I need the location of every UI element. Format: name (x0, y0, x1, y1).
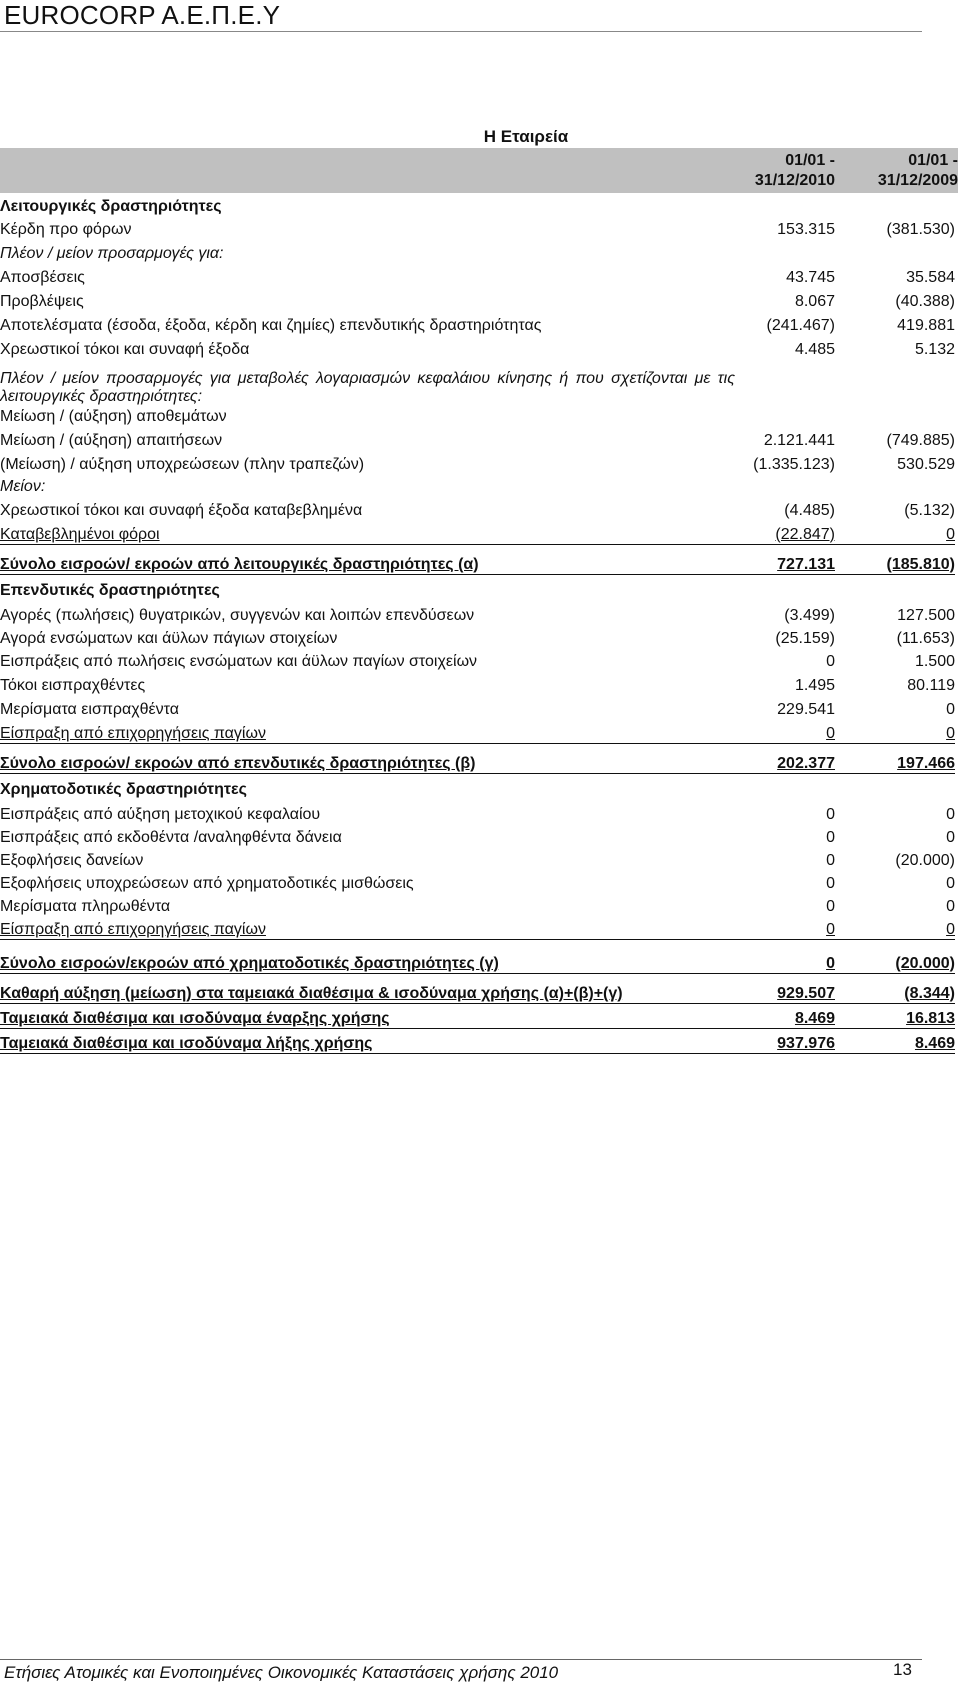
value-2009 (835, 263, 955, 287)
row-label-text: Εισπράξεις από αύξηση μετοχικού κεφαλαίου (0, 806, 321, 823)
value-2009-text: 419.881 (897, 317, 955, 334)
value-2009-text: 5.132 (914, 341, 955, 358)
table-row (0, 799, 955, 824)
row-label (0, 263, 735, 287)
value-2009-text: (20.000) (895, 954, 955, 972)
value-2010-text: (25.159) (775, 630, 835, 647)
value-2009-text: (185.810) (886, 555, 955, 573)
table-row (0, 406, 955, 426)
value-2010 (735, 939, 835, 973)
row-label (0, 520, 735, 544)
table-row (0, 474, 955, 496)
value-2009 (835, 973, 955, 1003)
table-row (0, 1028, 955, 1053)
value-2010 (735, 824, 835, 847)
table-row (0, 824, 955, 847)
value-2009 (835, 916, 955, 939)
table-row (0, 574, 955, 600)
row-label (0, 239, 735, 263)
value-2009-text: 8.469 (914, 1034, 955, 1052)
table-row (0, 893, 955, 916)
row-label-text: Πλέον / μείον προσαρμογές για μεταβολές λογαριασμών κεφαλάιου κίνησης ή που σχετίζονται με τις λειτουργικές δραστηριότητες: (0, 370, 735, 405)
value-2009 (835, 600, 955, 625)
row-label-text: Καθαρή αύξηση (μείωση) στα ταμειακά διαθέσιμα & ισοδύναμα χρήσης (α)+(β)+(γ) (0, 984, 623, 1002)
company-heading: Η Εταιρεία (483, 127, 569, 146)
row-label-text: Προβλέψεις (0, 293, 84, 310)
value-2009-text: 127.500 (897, 607, 955, 624)
row-label (0, 671, 735, 695)
table-row (0, 544, 955, 574)
table-row (0, 450, 955, 474)
row-label-text: Εισπράξεις από πωλήσεις ενσώματων και άϋλων παγίων στοιχείων (0, 653, 478, 670)
row-label-text: Σύνολο εισροών/ εκροών από λειτουργικές δραστηριότητες (α) (0, 555, 479, 573)
value-2010-text: (22.847) (775, 525, 835, 543)
value-2010 (735, 847, 835, 870)
value-2010-text: 929.507 (777, 984, 835, 1002)
value-2010 (735, 695, 835, 719)
row-label-text: Μείον: (0, 478, 46, 495)
value-2009-text: (381.530) (886, 221, 955, 238)
row-label-text: Εισπράξεις από εκδοθέντα /αναληφθέντα δάνεια (0, 829, 342, 846)
table-row (0, 359, 955, 406)
value-2010 (735, 426, 835, 450)
value-2009 (835, 239, 955, 263)
value-2009 (835, 496, 955, 520)
table-row (0, 671, 955, 695)
row-label (0, 847, 735, 870)
value-2010 (735, 799, 835, 824)
table-row (0, 719, 955, 743)
value-2009 (835, 695, 955, 719)
row-label-text: Εξοφλήσεις υποχρεώσεων από χρηματοδοτικές μισθώσεις (0, 875, 414, 892)
row-label (0, 973, 735, 1003)
value-2010 (735, 870, 835, 893)
row-label-text: Αποσβέσεις (0, 269, 85, 286)
row-label-text: Επενδυτικές δραστηριότητες (0, 582, 220, 599)
table-row (0, 939, 955, 973)
value-2010 (735, 719, 835, 743)
row-label (0, 287, 735, 311)
value-2010 (735, 916, 835, 939)
value-2010 (735, 496, 835, 520)
row-label (0, 939, 735, 973)
table-row (0, 648, 955, 671)
row-label-text: Αγορές (πωλήσεις) θυγατρικών, συγγενών και λοιπών επενδύσεων (0, 607, 475, 624)
value-2009-text: (11.653) (896, 630, 955, 647)
value-2009-text: 0 (946, 920, 955, 938)
table-row (0, 695, 955, 719)
row-label (0, 544, 735, 574)
value-2009 (835, 474, 955, 496)
value-2010 (735, 287, 835, 311)
value-2010-text: 2.121.441 (763, 432, 835, 449)
value-2010 (735, 216, 835, 239)
value-2010-text: (1.335.123) (753, 456, 835, 473)
value-2010 (735, 544, 835, 574)
value-2010-text: 0 (826, 653, 835, 670)
table-row (0, 335, 955, 359)
row-label (0, 773, 735, 799)
row-label-text: Εξοφλήσεις δανείων (0, 852, 144, 869)
value-2010 (735, 263, 835, 287)
row-label (0, 648, 735, 671)
value-2010-text: 937.976 (777, 1034, 835, 1052)
row-label (0, 1003, 735, 1028)
table-row (0, 496, 955, 520)
value-2010 (735, 973, 835, 1003)
row-label (0, 870, 735, 893)
value-2010 (735, 520, 835, 544)
row-label-text: Πλέον / μείον προσαρμογές για: (0, 245, 224, 262)
row-label-text: Λειτουργικές δραστηριότητες (0, 198, 222, 215)
row-label (0, 719, 735, 743)
value-2009-text: 0 (946, 701, 955, 718)
value-2010 (735, 893, 835, 916)
value-2010 (735, 625, 835, 648)
value-2009-text: 1.500 (914, 653, 955, 670)
row-label (0, 1028, 735, 1053)
value-2010-text: 0 (826, 806, 835, 823)
value-2009 (835, 847, 955, 870)
footer-caption: Ετήσιες Ατομικές και Ενοποιημένες Οικονομικές Καταστάσεις χρήσης 2010 (4, 1663, 559, 1682)
value-2010 (735, 197, 835, 216)
value-2009-text: 197.466 (897, 754, 955, 772)
row-label (0, 600, 735, 625)
value-2009-text: (40.388) (895, 293, 955, 310)
top-divider (0, 31, 922, 32)
period-2009-header: 01/01 - 31/12/2009 (877, 152, 958, 189)
value-2009 (835, 216, 955, 239)
value-2009 (835, 287, 955, 311)
cash-flow-table (0, 197, 955, 1054)
value-2010 (735, 773, 835, 799)
table-row (0, 600, 955, 625)
row-label-text: Μείωση / (αύξηση) αποθεμάτων (0, 408, 227, 425)
value-2010 (735, 335, 835, 359)
value-2010-text: 4.485 (794, 341, 835, 358)
page-title: EUROCORP A.E.Π.E.Y (4, 0, 281, 30)
row-label (0, 916, 735, 939)
row-label-text: Αποτελέσματα (έσοδα, έξοδα, κέρδη και ζημίες) επενδυτικής δραστηριότητας (0, 317, 542, 334)
row-label (0, 574, 735, 600)
row-label-text: Καταβεβλημένοι φόροι (0, 525, 160, 543)
table-row (0, 1003, 955, 1028)
value-2010-text: 8.067 (794, 293, 835, 310)
table-row (0, 263, 955, 287)
value-2010 (735, 671, 835, 695)
period-header-band (0, 148, 958, 193)
value-2009 (835, 799, 955, 824)
value-2009-text: (20.000) (895, 852, 955, 869)
value-2009 (835, 311, 955, 335)
value-2009 (835, 544, 955, 574)
value-2010 (735, 574, 835, 600)
value-2009-text: 0 (946, 806, 955, 823)
table-row (0, 426, 955, 450)
row-label (0, 335, 735, 359)
value-2009 (835, 648, 955, 671)
row-label (0, 799, 735, 824)
value-2009-text: 35.584 (906, 269, 955, 286)
row-label (0, 426, 735, 450)
row-label (0, 695, 735, 719)
value-2010-text: 727.131 (777, 555, 835, 573)
value-2009-text: 80.119 (907, 677, 955, 694)
row-label-text: Μερίσματα πληρωθέντα (0, 898, 171, 915)
value-2009 (835, 1028, 955, 1053)
table-row (0, 197, 955, 216)
table-row (0, 216, 955, 239)
row-label-text: Σύνολο εισροών/ εκροών από επενδυτικές δραστηριότητες (β) (0, 754, 476, 772)
value-2009-text: (749.885) (886, 432, 955, 449)
value-2010 (735, 406, 835, 426)
row-label-text: Μείωση / (αύξηση) απαιτήσεων (0, 432, 223, 449)
value-2010-text: 153.315 (777, 221, 835, 238)
row-label-text: Χρεωστικοί τόκοι και συναφή έξοδα καταβεβλημένα (0, 502, 363, 519)
value-2010-text: 202.377 (777, 754, 835, 772)
value-2009 (835, 893, 955, 916)
value-2009 (835, 197, 955, 216)
row-label (0, 197, 735, 216)
row-label (0, 450, 735, 474)
table-row (0, 625, 955, 648)
value-2009-text: 530.529 (897, 456, 955, 473)
value-2009 (835, 743, 955, 773)
value-2010-text: (3.499) (784, 607, 835, 624)
table-row (0, 239, 955, 263)
value-2009-text: (5.132) (904, 502, 955, 519)
value-2009 (835, 1003, 955, 1028)
row-label-text: Μερίσματα εισπραχθέντα (0, 701, 179, 718)
row-label (0, 743, 735, 773)
value-2010-text: 0 (826, 829, 835, 846)
period-2010-header: 01/01 - 31/12/2010 (754, 152, 835, 189)
value-2009-text: 0 (946, 875, 955, 892)
value-2009 (835, 939, 955, 973)
value-2010 (735, 648, 835, 671)
value-2010-text: 0 (826, 875, 835, 892)
value-2009 (835, 426, 955, 450)
table-row (0, 916, 955, 939)
row-label-text: Ταμειακά διαθέσιμα και ισοδύναμα έναρξης χρήσης (0, 1009, 390, 1027)
value-2009 (835, 406, 955, 426)
value-2009 (835, 719, 955, 743)
row-label-text: Κέρδη προ φόρων (0, 221, 132, 238)
value-2010 (735, 474, 835, 496)
value-2009 (835, 824, 955, 847)
value-2010 (735, 743, 835, 773)
footer-divider (0, 1659, 922, 1660)
value-2009-text: 0 (946, 525, 955, 543)
row-label-text: Είσπραξη από επιχορηγήσεις παγίων (0, 724, 266, 742)
value-2010-text: (241.467) (766, 317, 835, 334)
value-2010-text: 0 (826, 724, 835, 742)
table-row (0, 743, 955, 773)
value-2009 (835, 671, 955, 695)
row-label (0, 474, 735, 496)
value-2010-text: 0 (826, 852, 835, 869)
value-2009 (835, 450, 955, 474)
table-row (0, 773, 955, 799)
row-label (0, 496, 735, 520)
value-2009-text: 16.813 (906, 1009, 955, 1027)
value-2010-text: 0 (826, 920, 835, 938)
row-label (0, 893, 735, 916)
row-label (0, 359, 955, 406)
row-label (0, 311, 735, 335)
row-label-text: Τόκοι εισπραχθέντες (0, 677, 146, 694)
value-2009-text: 0 (946, 898, 955, 915)
value-2009-text: 0 (946, 829, 955, 846)
table-row (0, 311, 955, 335)
value-2010-text: 43.745 (786, 269, 835, 286)
table-row (0, 870, 955, 893)
row-label-text: Ταμειακά διαθέσιμα και ισοδύναμα λήξης χρήσης (0, 1034, 373, 1052)
row-label-text: Είσπραξη από επιχορηγήσεις παγίων (0, 920, 266, 938)
value-2009 (835, 520, 955, 544)
row-label-text: (Μείωση) / αύξηση υποχρεώσεων (πλην τραπεζών) (0, 456, 365, 473)
value-2010-text: (4.485) (784, 502, 835, 519)
value-2009 (835, 870, 955, 893)
row-label (0, 216, 735, 239)
row-label (0, 625, 735, 648)
row-label-text: Σύνολο εισροών/εκροών από χρηματοδοτικές δραστηριότητες (γ) (0, 954, 499, 972)
table-row (0, 520, 955, 544)
value-2010-text: 0 (826, 898, 835, 915)
page-number: 13 (893, 1660, 912, 1679)
value-2010 (735, 450, 835, 474)
value-2010-text: 229.541 (777, 701, 835, 718)
value-2009 (835, 335, 955, 359)
table-row (0, 287, 955, 311)
value-2010-text: 1.495 (794, 677, 835, 694)
value-2010 (735, 239, 835, 263)
row-label (0, 406, 735, 426)
table-row (0, 847, 955, 870)
row-label-text: Χρεωστικοί τόκοι και συναφή έξοδα (0, 341, 250, 358)
value-2009 (835, 625, 955, 648)
value-2010 (735, 1003, 835, 1028)
table-row (0, 973, 955, 1003)
value-2010-text: 8.469 (794, 1009, 835, 1027)
row-label-text: Αγορά ενσώματων και άϋλων πάγιων στοιχείων (0, 630, 338, 647)
row-label (0, 824, 735, 847)
value-2009-text: 0 (946, 724, 955, 742)
value-2009 (835, 773, 955, 799)
row-label-text: Χρηματοδοτικές δραστηριότητες (0, 781, 247, 798)
value-2009-text: (8.344) (904, 984, 955, 1002)
value-2010 (735, 311, 835, 335)
value-2010-text: 0 (826, 954, 835, 972)
value-2010 (735, 1028, 835, 1053)
value-2010 (735, 600, 835, 625)
value-2009 (835, 574, 955, 600)
